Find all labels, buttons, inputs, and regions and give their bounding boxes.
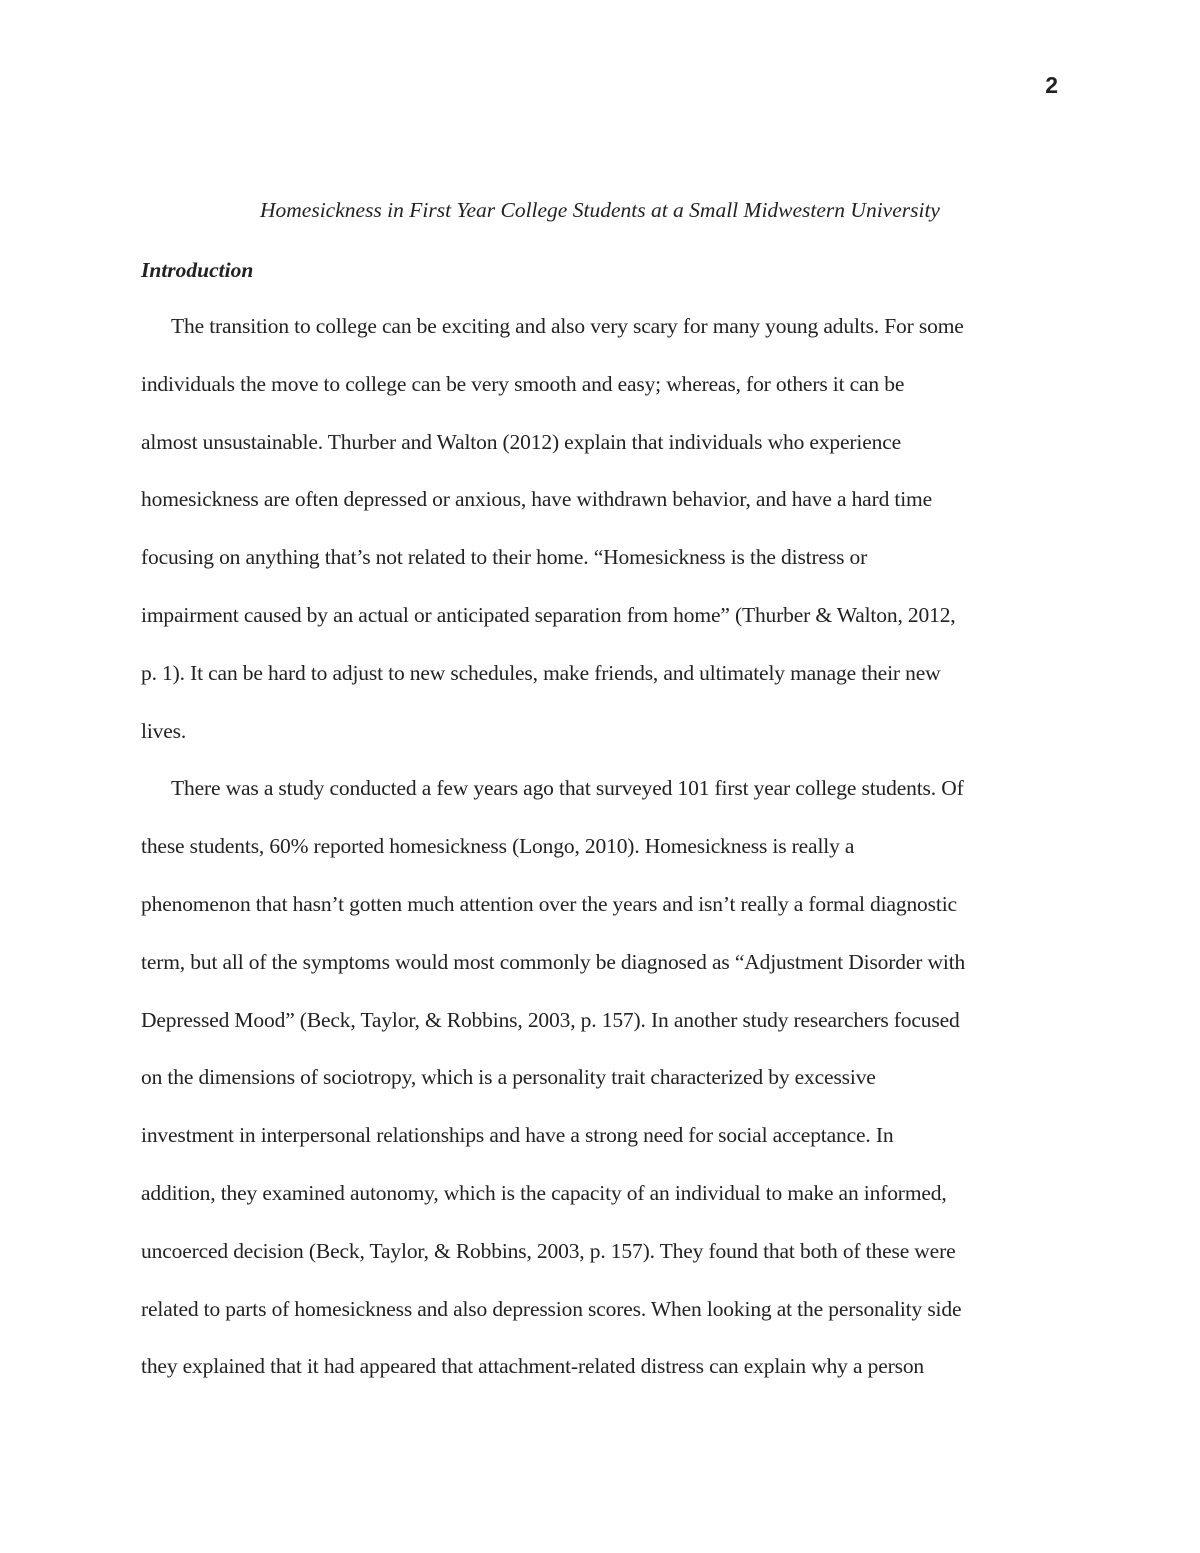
paragraph-line: individuals the move to college can be very smooth and easy; whereas, for others it can be	[141, 371, 905, 396]
body-text	[141, 298, 1061, 1396]
paper-title: Homesickness in First Year College Students at a Small Midwestern University	[260, 198, 940, 222]
paragraph-line: term, but all of the symptoms would most commonly be diagnosed as “Adjustment Disorder with	[141, 949, 966, 974]
paragraph-line: these students, 60% reported homesickness (Longo, 2010). Homesickness is really a	[141, 834, 855, 859]
paragraph-line: Depressed Mood” (Beck, Taylor, & Robbins, 2003, p. 157). In another study researchers focused	[141, 1007, 960, 1032]
paragraph-line: almost unsustainable. Thurber and Walton (2012) explain that individuals who experience	[141, 429, 902, 454]
paragraph-line: investment in interpersonal relationships and have a strong need for social acceptance. In	[141, 1123, 894, 1148]
paragraph-line: they explained that it had appeared that attachment-related distress can explain why a person	[141, 1354, 925, 1379]
paragraph-line: addition, they examined autonomy, which is the capacity of an individual to make an informed,	[141, 1180, 947, 1205]
paragraph-line: impairment caused by an actual or anticipated separation from home” (Thurber & Walton, 2012,	[141, 602, 956, 627]
paragraph-line: related to parts of homesickness and also depression scores. When looking at the personality side	[141, 1296, 962, 1321]
paragraph-line: focusing on anything that’s not related to their home. “Homesickness is the distress or	[141, 545, 868, 570]
page-number: 2	[1045, 72, 1058, 98]
paragraph-line: homesickness are often depressed or anxious, have withdrawn behavior, and have a hard time	[141, 487, 933, 512]
section-heading: Introduction	[141, 258, 254, 282]
paragraph-line: on the dimensions of sociotropy, which is a personality trait characterized by excessive	[141, 1065, 876, 1090]
paragraph-line: The transition to college can be exciting and also very scary for many young adults. For some	[171, 314, 964, 338]
paragraph-line: phenomenon that hasn’t gotten much attention over the years and isn’t really a formal diagnostic	[141, 891, 957, 916]
paragraph-line: There was a study conducted a few years ago that surveyed 101 first year college students. Of	[171, 776, 964, 801]
paragraph-line: uncoerced decision (Beck, Taylor, & Robbins, 2003, p. 157). They found that both of these were	[141, 1238, 956, 1263]
paragraph-line: lives.	[141, 718, 187, 743]
paragraph-line: p. 1). It can be hard to adjust to new schedules, make friends, and ultimately manage their new	[141, 660, 941, 685]
